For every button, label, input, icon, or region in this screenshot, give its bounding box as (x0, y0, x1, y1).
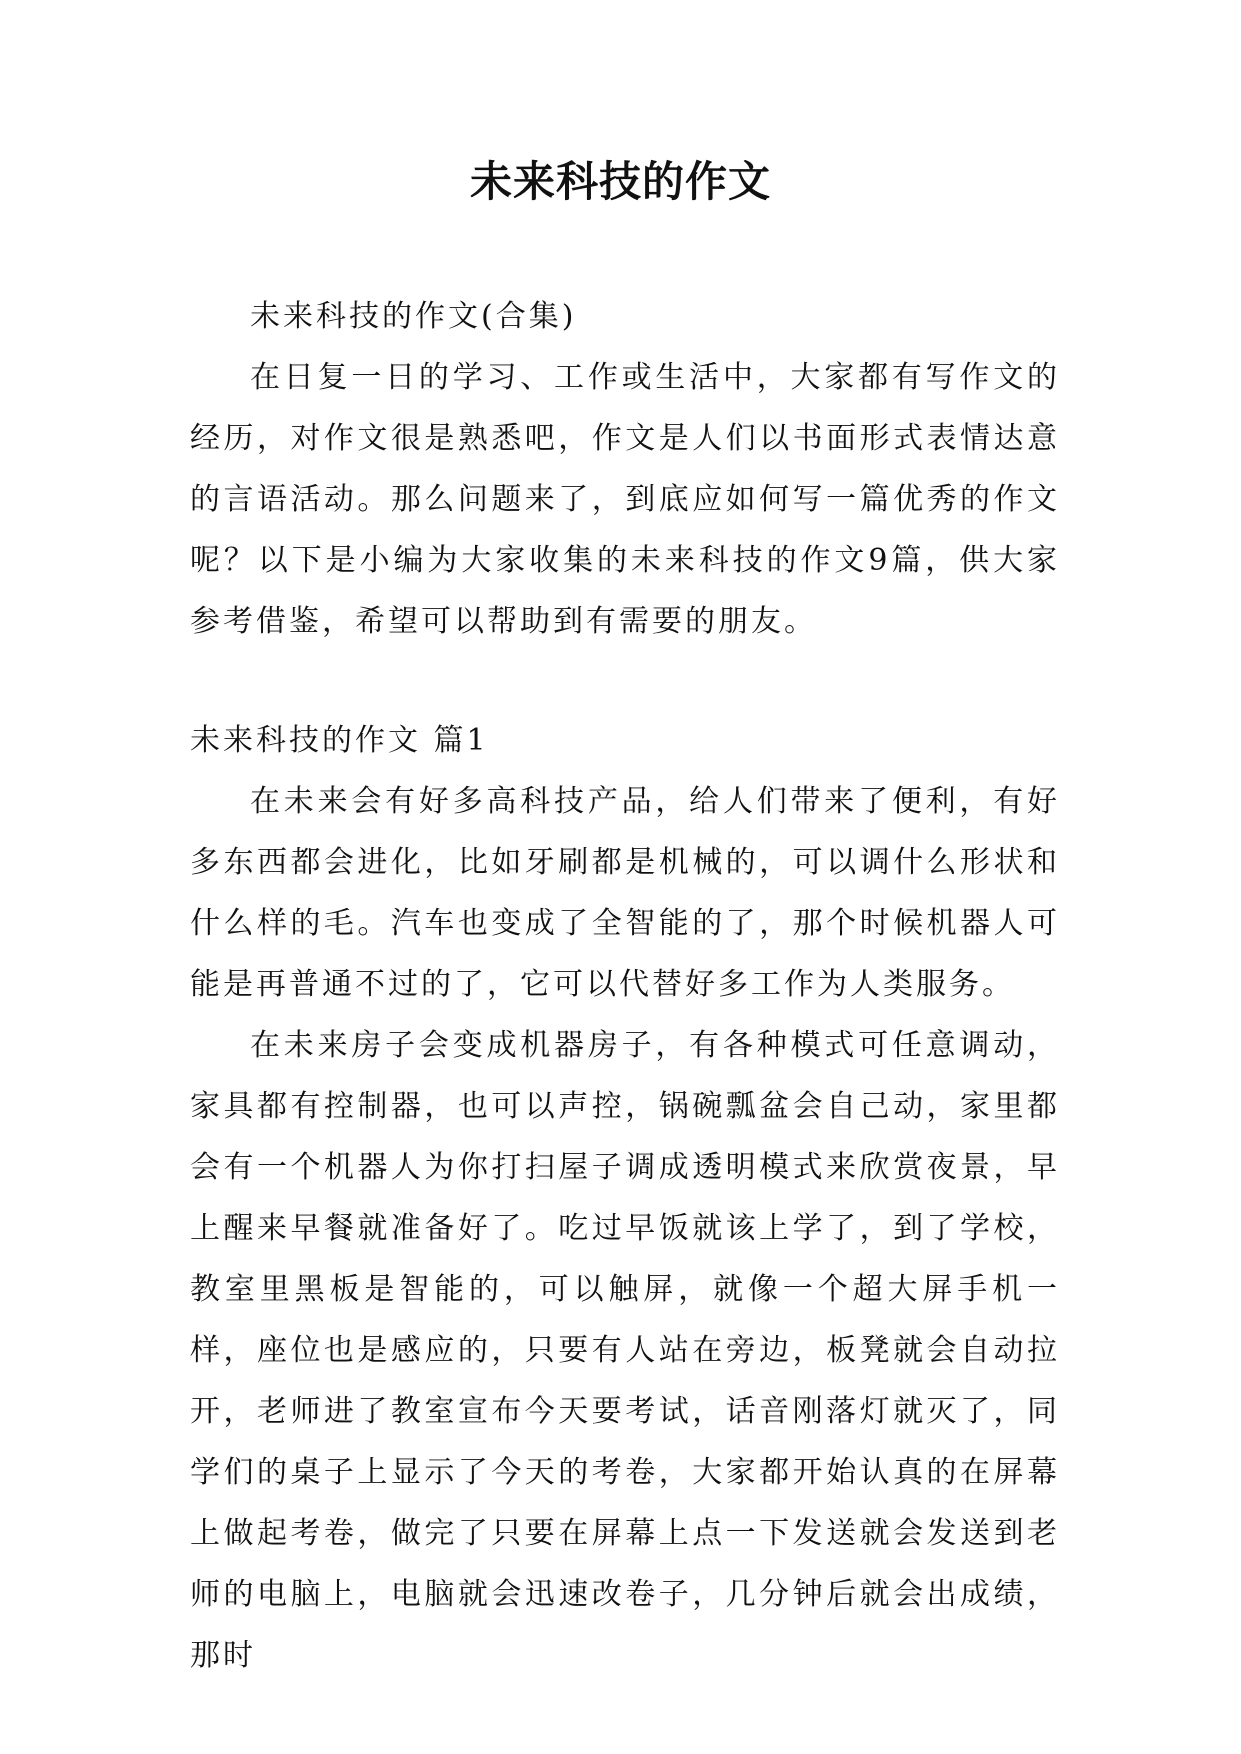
document-body (190, 286, 1060, 1686)
section-heading: 未来科技的作文 篇1 (190, 723, 489, 758)
document-title: 未来科技的作文 (469, 157, 771, 206)
body-paragraph-1: 在未来会有好多高科技产品，给人们带来了便利，有好多东西都会进化，比如牙刷都是机械的，可以调什么形状和什么样的毛。汽车也变成了全智能的了，那个时候机器人可能是再普通不过的了，它可以代替好多工作为人类服务。 (190, 784, 1060, 1002)
intro-paragraph: 在日复一日的学习、工作或生活中，大家都有写作文的经历，对作文很是熟悉吧，作文是人们以书面形式表情达意的言语活动。那么问题来了，到底应如何写一篇优秀的作文呢？以下是小编为大家收集的未来科技的作文9篇，供大家参考借鉴，希望可以帮助到有需要的朋友。 (190, 360, 1060, 639)
document-subtitle: 未来科技的作文(合集) (250, 299, 577, 334)
body-paragraph-2: 在未来房子会变成机器房子，有各种模式可任意调动，家具都有控制器，也可以声控，锅碗瓢盆会自己动，家里都会有一个机器人为你打扫屋子调成透明模式来欣赏夜景，早上醒来早餐就准备好了。吃过早饭就该上学了，到了学校，教室里黑板是智能的，可以触屏，就像一个超大屏手机一样，座位也是感应的，只要有人站在旁边，板凳就会自动拉开，老师进了教室宣布今天要考试，话音刚落灯就灭了，同学们的桌子上显示了今天的考卷，大家都开始认真的在屏幕上做起考卷，做完了只要在屏幕上点一下发送就会发送到老师的电脑上，电脑就会迅速改卷子，几分钟后就会出成绩，那时 (190, 1028, 1060, 1673)
